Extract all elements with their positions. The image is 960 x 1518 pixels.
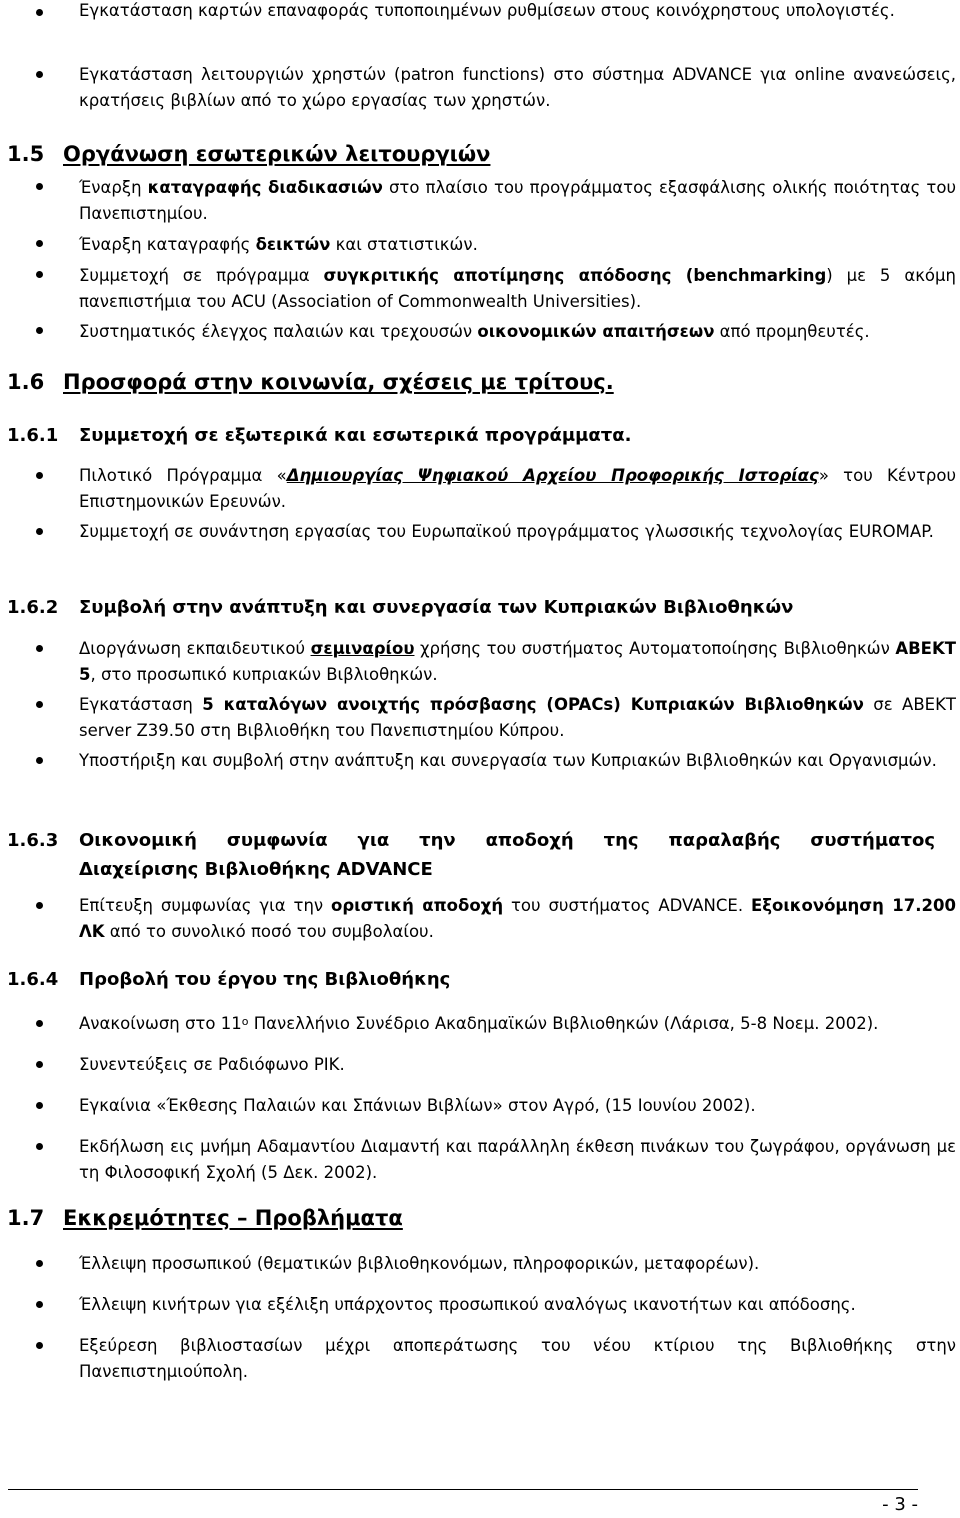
section-title: Οργάνωση εσωτερικών λειτουργιών bbox=[63, 142, 491, 166]
list-item-text: Συνεντεύξεις σε Ραδιόφωνο ΡΙΚ. bbox=[79, 1055, 345, 1074]
bullet-icon bbox=[36, 472, 43, 479]
bullet-icon bbox=[36, 1143, 43, 1150]
section-number: 1.5 bbox=[7, 142, 45, 166]
bullet-icon bbox=[36, 701, 43, 708]
bullet-icon bbox=[36, 271, 43, 278]
section-heading-1-6-4 bbox=[7, 969, 450, 990]
section-number: 1.6.4 bbox=[7, 969, 59, 990]
section-number: 1.6.1 bbox=[7, 425, 59, 446]
list-item-text: Συστηματικός έλεγχος παλαιών και τρεχουσών οικονομικών απαιτήσεων από προμηθευτές. bbox=[79, 322, 870, 341]
section-heading-1-5 bbox=[7, 142, 490, 166]
list-item-text: Εγκατάσταση λειτουργιών χρηστών (patron functions) στο σύστημα ADVANCE για online ανανεώσεις, κρατήσεις βιβλίων από το χώρο εργασίας των χρηστών. bbox=[79, 65, 956, 110]
list-item-text: Έλλειψη προσωπικού (θεματικών βιβλιοθηκονόμων, πληροφορικών, μεταφορέων). bbox=[79, 1254, 760, 1273]
section-number: 1.6.2 bbox=[7, 597, 59, 618]
bullet-icon bbox=[36, 1301, 43, 1308]
section-number: 1.7 bbox=[7, 1206, 45, 1230]
bullet-icon bbox=[36, 1102, 43, 1109]
list-item-text: Συμμετοχή σε πρόγραμμα συγκριτικής αποτίμησης απόδοσης (benchmarking) με 5 ακόμη πανεπιστήμια του ACU (Association of Commonwealth Universities). bbox=[79, 266, 956, 311]
section-title: Συμβολή στην ανάπτυξη και συνεργασία των Κυπριακών Βιβλιοθηκών bbox=[79, 597, 794, 618]
list-item-text: Εγκατάσταση καρτών επαναφοράς τυποποιημένων ρυθμίσεων στους κοινόχρηστους υπολογιστές. bbox=[79, 1, 895, 20]
section-heading-1-6 bbox=[7, 370, 614, 394]
list-item-text: Εκδήλωση εις μνήμη Αδαμαντίου Διαμαντή και παράλληλη έκθεση πινάκων του ζωγράφου, οργάνωση με τη Φιλοσοφική Σχολή (5 Δεκ. 2002). bbox=[79, 1137, 956, 1182]
bullet-icon bbox=[36, 645, 43, 652]
section-heading-1-7 bbox=[7, 1206, 403, 1230]
list-item-text: Διοργάνωση εκπαιδευτικού σεμιναρίου χρήσης του συστήματος Αυτοματοποίησης Βιβλιοθηκών ΑΒΕΚΤ 5, στο προσωπικό κυπριακών Βιβλιοθηκών. bbox=[79, 639, 956, 684]
section-heading-1-6-2 bbox=[7, 597, 793, 618]
list-item-text: Υποστήριξη και συμβολή στην ανάπτυξη και συνεργασία των Κυπριακών Βιβλιοθηκών και Οργανισμών. bbox=[79, 751, 937, 770]
section-title: Εκκρεμότητες – Προβλήματα bbox=[63, 1206, 403, 1230]
section-title: Προσφορά στην κοινωνία, σχέσεις με τρίτους. bbox=[63, 370, 614, 394]
bullet-icon bbox=[36, 1260, 43, 1267]
section-heading-1-6-1 bbox=[7, 425, 631, 446]
list-item-text: Έναρξη καταγραφής διαδικασιών στο πλαίσιο του προγράμματος εξασφάλισης ολικής ποιότητας του Πανεπιστημίου. bbox=[79, 178, 957, 223]
list-item-text: Συμμετοχή σε συνάντηση εργασίας του Ευρωπαϊκού προγράμματος γλωσσικής τεχνολογίας EUROMAP. bbox=[79, 522, 934, 541]
bullet-icon bbox=[36, 183, 43, 190]
section-title: Προβολή του έργου της Βιβλιοθήκης bbox=[79, 969, 451, 990]
list-item-text: Πιλοτικό Πρόγραμμα «Δημιουργίας Ψηφιακού Αρχείου Προφορικής Ιστορίας» του Κέντρου Επιστημονικών Ερευνών. bbox=[79, 466, 957, 511]
bullet-icon bbox=[36, 327, 43, 334]
bullet-icon bbox=[36, 902, 43, 909]
list-item-text: Έναρξη καταγραφής δεικτών και στατιστικών. bbox=[79, 235, 478, 254]
bullet-icon bbox=[36, 757, 43, 764]
section-title-line: Διαχείρισης Βιβλιοθήκης ADVANCE bbox=[79, 859, 433, 880]
bullet-icon bbox=[36, 1342, 43, 1349]
section-heading-1-6-3 bbox=[7, 826, 957, 884]
bullet-icon bbox=[36, 71, 43, 78]
footer-rule bbox=[8, 1489, 918, 1490]
bullet-icon bbox=[36, 1020, 43, 1027]
bullet-icon bbox=[36, 1061, 43, 1068]
list-item-text: Επίτευξη συμφωνίας για την οριστική αποδοχή του συστήματος ADVANCE. Εξοικονόμηση 17.200 ΛΚ από το συνολικό ποσό του συμβολαίου. bbox=[79, 896, 956, 941]
page-number: - 3 - bbox=[882, 1494, 918, 1515]
section-title-line: Οικονομική συμφωνία για την αποδοχή της παραλαβής συστήματος bbox=[79, 830, 935, 851]
list-item-text: Εγκαίνια «Έκθεσης Παλαιών και Σπάνιων Βιβλίων» στον Αγρό, (15 Ιουνίου 2002). bbox=[79, 1096, 756, 1115]
section-number: 1.6 bbox=[7, 370, 45, 394]
section-title: Συμμετοχή σε εξωτερικά και εσωτερικά προγράμματα. bbox=[79, 425, 632, 446]
section-number: 1.6.3 bbox=[7, 830, 59, 851]
list-item-text: Έλλειψη κινήτρων για εξέλιξη υπάρχοντος προσωπικού αναλόγως ικανοτήτων και απόδοσης. bbox=[79, 1295, 856, 1314]
bullet-icon bbox=[36, 528, 43, 535]
bullet-icon bbox=[36, 9, 43, 16]
list-item-text: Εγκατάσταση 5 καταλόγων ανοιχτής πρόσβασης (OPACs) Κυπριακών Βιβλιοθηκών σε ΑΒΕΚΤ server Z39.50 στη Βιβλιοθήκη του Πανεπιστημίου Κύπρου. bbox=[79, 695, 956, 740]
list-item-text: Ανακοίνωση στο $11^o$ Πανελλήνιο Συνέδριο Ακαδημαϊκών Βιβλιοθηκών (Λάρισα, 5-8 Νοεμ. 2002). bbox=[79, 1014, 879, 1033]
list-item-text: Εξεύρεση βιβλιοστασίων μέχρι αποπεράτωσης του νέου κτίριου της Βιβλιοθήκης στην Πανεπιστημιούπολη. bbox=[79, 1336, 956, 1381]
bullet-icon bbox=[36, 240, 43, 247]
